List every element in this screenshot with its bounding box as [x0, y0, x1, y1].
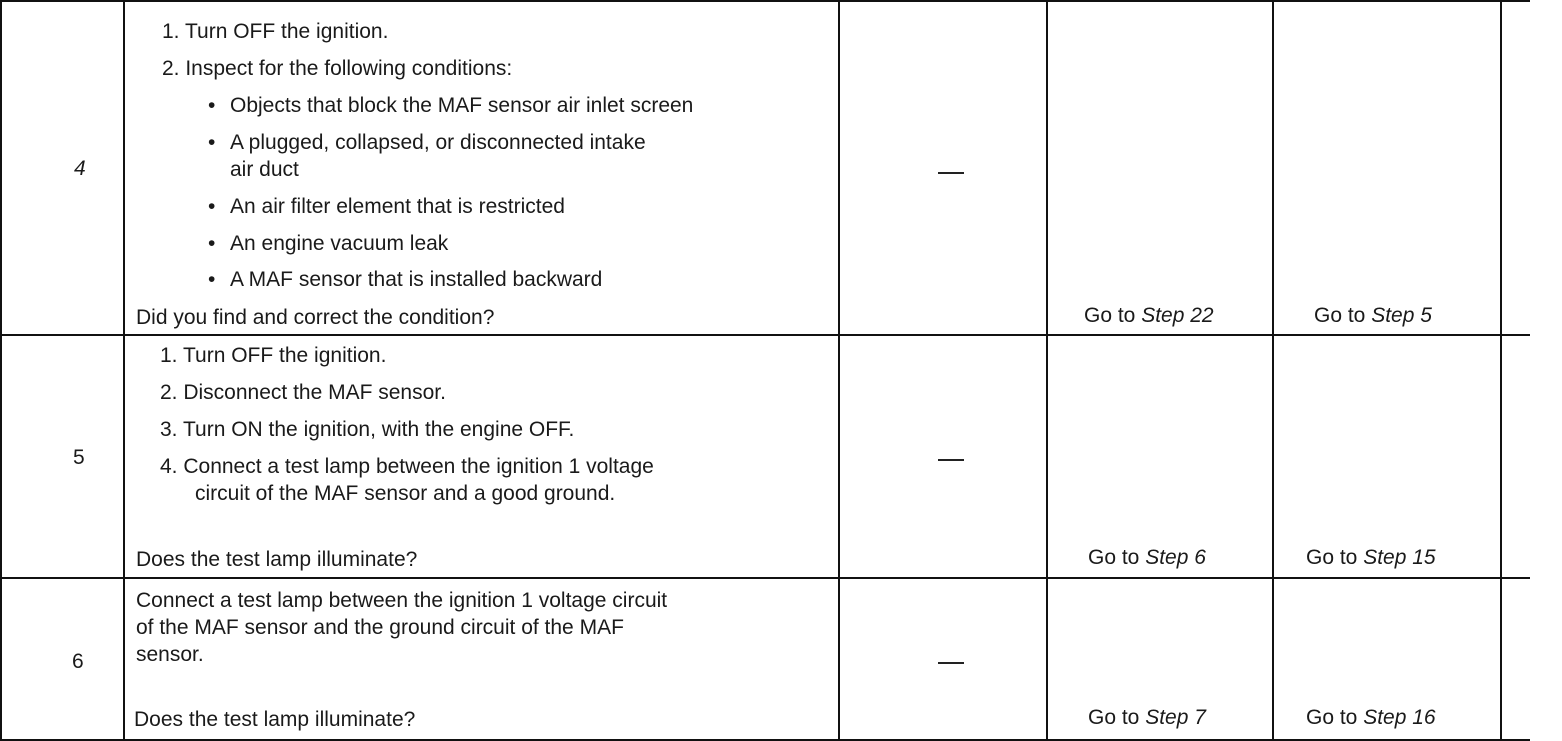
goto-target: Step 15	[1363, 546, 1436, 569]
action-line-continuation: circuit of the MAF sensor and a good ground.	[195, 482, 616, 505]
action-line: 2. Disconnect the MAF sensor.	[160, 381, 446, 404]
step-number-4: 4	[74, 157, 86, 180]
action-line: 1. Turn OFF the ignition.	[160, 344, 387, 367]
action-line: 4. Connect a test lamp between the ignition 1 voltage	[160, 455, 654, 478]
bullet-text: A plugged, collapsed, or disconnected intake	[230, 131, 646, 154]
bullet-item	[208, 94, 693, 118]
col-border-value	[1046, 0, 1048, 741]
action-line: 2. Inspect for the following conditions:	[162, 57, 513, 80]
bullet-icon: •	[208, 232, 216, 255]
goto-target: Step 5	[1371, 304, 1432, 327]
action-line: 1. Turn OFF the ignition.	[162, 20, 389, 43]
value-dash	[938, 662, 964, 664]
goto-prefix: Go to	[1306, 546, 1364, 569]
bullet-icon: •	[208, 195, 216, 218]
no-goto-link[interactable]	[1306, 546, 1436, 570]
bullet-text: An air filter element that is restricted	[230, 195, 565, 218]
bullet-item	[208, 268, 602, 292]
goto-target: Step 6	[1145, 546, 1206, 569]
col-border-step	[123, 0, 125, 741]
bullet-item	[208, 195, 565, 219]
yes-goto-link[interactable]	[1088, 706, 1206, 730]
bullet-icon: •	[208, 268, 216, 291]
step-number-6: 6	[72, 650, 84, 673]
row-border-4-5	[0, 334, 1530, 336]
action-line: of the MAF sensor and the ground circuit of the MAF	[136, 616, 624, 639]
col-border-action	[838, 0, 840, 741]
row-border-top	[0, 0, 1530, 2]
goto-prefix: Go to	[1088, 706, 1146, 729]
bullet-text: A MAF sensor that is installed backward	[230, 268, 603, 291]
no-goto-link[interactable]	[1314, 304, 1432, 328]
action-line: Connect a test lamp between the ignition 1 voltage circuit	[136, 589, 668, 612]
action-line: sensor.	[136, 643, 204, 666]
row-border-5-6	[0, 577, 1530, 579]
action-line: 3. Turn ON the ignition, with the engine OFF.	[160, 418, 575, 441]
yes-goto-link[interactable]	[1084, 304, 1214, 328]
bullet-text: Objects that block the MAF sensor air inlet screen	[230, 94, 694, 117]
bullet-icon: •	[208, 94, 216, 117]
goto-prefix: Go to	[1314, 304, 1372, 327]
bullet-text: An engine vacuum leak	[230, 232, 449, 255]
question-text: Did you find and correct the condition?	[136, 306, 495, 329]
col-border-left	[0, 0, 2, 741]
goto-prefix: Go to	[1084, 304, 1142, 327]
bullet-item	[208, 131, 646, 155]
question-text: Does the test lamp illuminate?	[134, 708, 416, 731]
no-goto-link[interactable]	[1306, 706, 1436, 730]
goto-prefix: Go to	[1088, 546, 1146, 569]
bullet-continuation: air duct	[230, 158, 299, 181]
question-text: Does the test lamp illuminate?	[136, 548, 418, 571]
goto-target: Step 7	[1145, 706, 1206, 729]
col-border-yes	[1272, 0, 1274, 741]
goto-target: Step 22	[1141, 304, 1214, 327]
step-number-5: 5	[73, 446, 85, 469]
value-dash	[938, 459, 964, 461]
bullet-icon: •	[208, 131, 216, 154]
bullet-item	[208, 232, 448, 256]
goto-target: Step 16	[1363, 706, 1436, 729]
yes-goto-link[interactable]	[1088, 546, 1206, 570]
value-dash	[938, 172, 964, 174]
goto-prefix: Go to	[1306, 706, 1364, 729]
col-border-no	[1500, 0, 1502, 741]
